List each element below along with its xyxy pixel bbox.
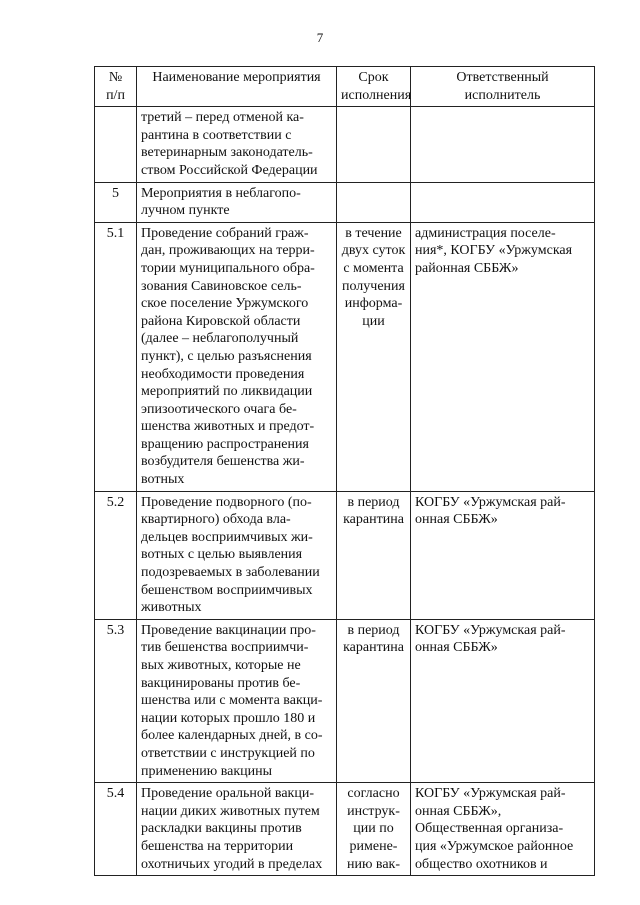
header-event-name: Наименование мероприятия bbox=[137, 67, 337, 107]
table-row bbox=[95, 222, 595, 491]
row-number: 5.4 bbox=[95, 783, 137, 876]
row-responsible: КОГБУ «Уржумская рай- онная СББЖ» bbox=[411, 491, 595, 619]
row-term bbox=[337, 107, 411, 182]
row-term: в течение двух суток с момента получения информа- ции bbox=[337, 222, 411, 491]
table-header-row bbox=[95, 67, 595, 107]
table-row bbox=[95, 619, 595, 782]
row-number: 5.3 bbox=[95, 619, 137, 782]
row-term: в период карантина bbox=[337, 619, 411, 782]
row-number: 5 bbox=[95, 182, 137, 222]
row-responsible: КОГБУ «Уржумская рай- онная СББЖ» bbox=[411, 619, 595, 782]
row-responsible: КОГБУ «Уржумская рай- онная СББЖ», Общественная организа- ция «Уржумское районное общество охотников и bbox=[411, 783, 595, 876]
row-event-name: Проведение оральной вакци- нации диких животных путем раскладки вакцины против бешенства на территории охотничьих угодий в пределах bbox=[137, 783, 337, 876]
header-term: Срок исполнения bbox=[337, 67, 411, 107]
row-responsible: администрация поселе- ния*, КОГБУ «Уржумская районная СББЖ» bbox=[411, 222, 595, 491]
row-responsible bbox=[411, 182, 595, 222]
row-event-name: Проведение подворного (по- квартирного) обхода вла- дельцев восприимчивых жи- вотных с целью выявления подозреваемых в заболевании бешенством восприимчивых животных bbox=[137, 491, 337, 619]
row-term bbox=[337, 182, 411, 222]
table-row bbox=[95, 783, 595, 876]
row-number: 5.2 bbox=[95, 491, 137, 619]
row-event-name: Проведение вакцинации про- тив бешенства восприимчи- вых животных, которые не вакцинированы против бе- шенства или с момента вакци- нации которых прошло 180 и более календарных дней, в со- ответствии с инструкцией по применению вакцины bbox=[137, 619, 337, 782]
table-row bbox=[95, 491, 595, 619]
events-table bbox=[94, 66, 595, 876]
row-number bbox=[95, 107, 137, 182]
table-row bbox=[95, 107, 595, 182]
header-responsible: Ответственный исполнитель bbox=[411, 67, 595, 107]
row-event-name: Мероприятия в неблагопо- лучном пункте bbox=[137, 182, 337, 222]
page-number: 7 bbox=[316, 30, 324, 45]
row-term: в период карантина bbox=[337, 491, 411, 619]
row-event-name: Проведение собраний граж- дан, проживающих на терри- тории муниципального обра- зования Савиновское сель- ское поселение Уржумского района Кировской области (далее – неблагополучный пункт), с целью разъяснения необходимости проведения мероприятий по ликвидации эпизоотического очага бе- шенства животных и предот- вращению распространения возбудителя бешенства жи- вотных bbox=[137, 222, 337, 491]
row-term: согласно инструк- ции по римене- нию вак- bbox=[337, 783, 411, 876]
table-row bbox=[95, 182, 595, 222]
row-event-name: третий – перед отменой ка- рантина в соответствии с ветеринарным законодатель- ством Российской Федерации bbox=[137, 107, 337, 182]
header-number: № п/п bbox=[95, 67, 137, 107]
row-number: 5.1 bbox=[95, 222, 137, 491]
row-responsible bbox=[411, 107, 595, 182]
